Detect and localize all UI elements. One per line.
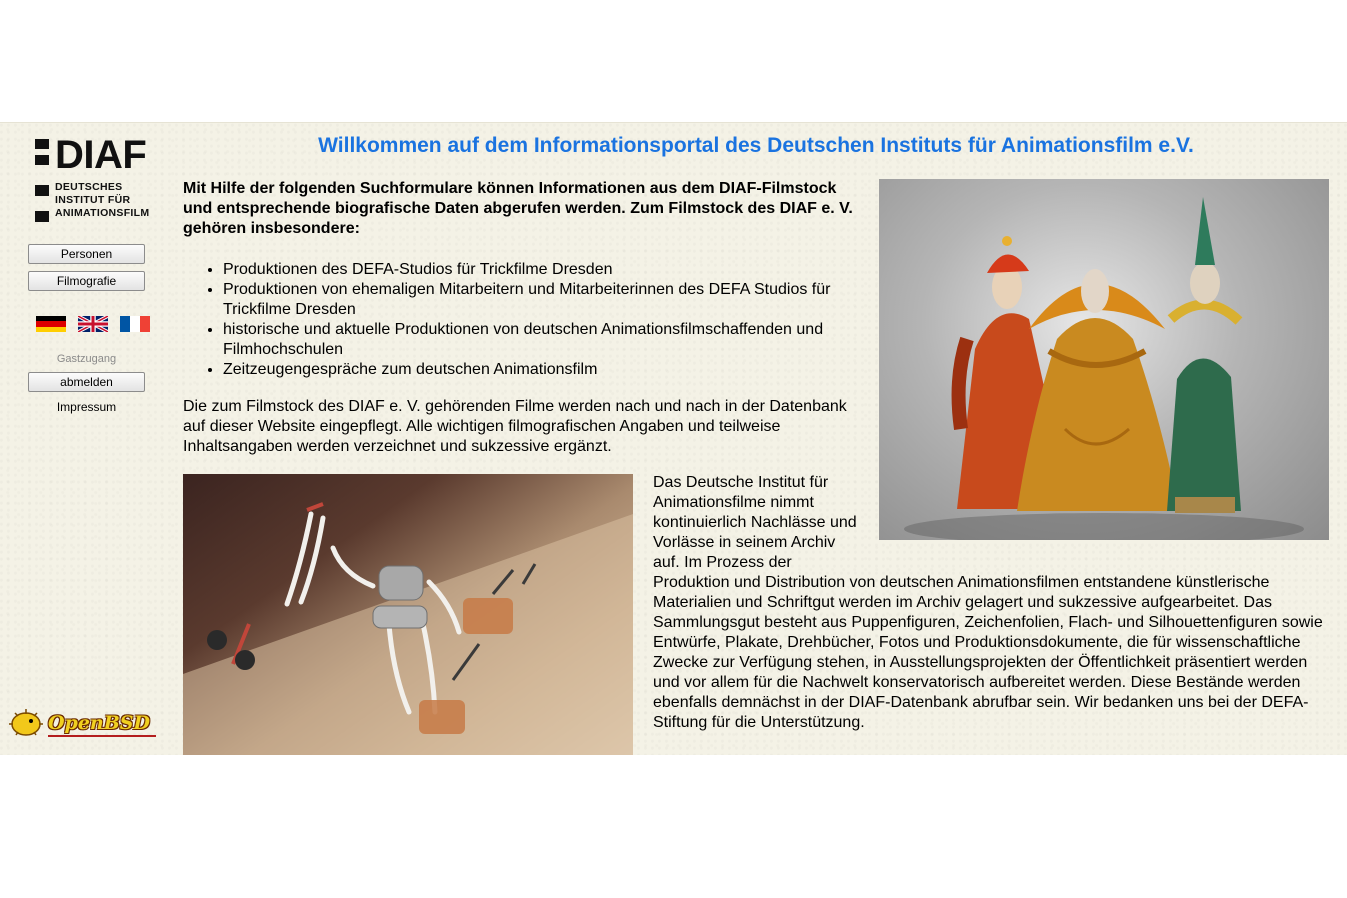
filmstock-list: [183, 260, 863, 380]
logo-bar: [35, 211, 49, 222]
list-item: • historische und aktuelle Produktionen von deutschen Animationsfilmschaffenden und Filmhochschulen: [223, 320, 863, 360]
database-paragraph: Die zum Filmstock des DIAF e. V. gehörenden Filme werden nach und nach in der Datenbank auf dieser Website eingepflegt. Alle wichtigen filmografischen Angaben und teilweise Inhaltsangaben werden verzeichnet und sukzessive ergänzt.: [183, 398, 847, 455]
list-item: • Zeitzeugengespräche zum deutschen Animationsfilm: [223, 360, 863, 380]
diaf-logo[interactable]: [35, 133, 157, 225]
uk-flag-icon[interactable]: [78, 316, 108, 332]
list-item: • Produktionen des DEFA-Studios für Trickfilme Dresden: [223, 260, 863, 280]
logo-bar: [35, 185, 49, 196]
openbsd-underline: [48, 735, 156, 737]
intro-text: Mit Hilfe der folgenden Suchformulare können Informationen aus dem DIAF-Filmstock und entsprechende biografische Daten abgerufen werden. Zum Filmstock des DIAF e. V. gehören insbesondere:: [183, 180, 853, 237]
page-band: [0, 122, 1347, 755]
archive-paragraph-intro: Das Deutsche Institut für Animationsfilme nimmt kontinuierlich Nachlässe und Vorlässe in seinem Archiv auf. Im Prozess der: [653, 474, 857, 571]
armature-photo: [183, 474, 633, 755]
openbsd-label: OpenBSD: [48, 712, 150, 734]
pufferfish-icon: [6, 705, 46, 741]
archive-paragraph: [653, 473, 1329, 733]
logo-title: DIAF: [55, 133, 147, 177]
impressum-link[interactable]: Impressum: [56, 400, 117, 414]
logout-button[interactable]: abmelden: [28, 372, 145, 392]
german-flag-icon[interactable]: [36, 316, 66, 332]
logo-subtitle: DEUTSCHES INSTITUT FÜR ANIMATIONSFILM: [55, 181, 150, 219]
guest-access-label: Gastzugang: [56, 353, 117, 365]
page-title: Willkommen auf dem Informationsportal des Deutschen Instituts für Animationsfilm e.V.: [318, 134, 1194, 157]
logo-bar: [35, 155, 49, 165]
filmografie-button[interactable]: Filmografie: [28, 271, 145, 291]
openbsd-logo[interactable]: [6, 705, 158, 741]
logo-bar: [35, 139, 49, 149]
list-item: • Produktionen von ehemaligen Mitarbeitern und Mitarbeiterinnen des DEFA Studios für Trickfilme Dresden: [223, 280, 863, 320]
personen-button[interactable]: Personen: [28, 244, 145, 264]
archive-paragraph-rest: Produktion und Distribution von deutschen Animationsfilmen entstandene künstlerische Materialien und Schriftgut werden im Archiv gelagert und sukzessive aufgearbeitet. Das Sammlungsgut besteht aus Puppenfiguren, Zeichenfolien, Flach- und Silhouettenfiguren sowie Entwürfe, Plakate, Drehbücher, Fotos und Produktionsdokumente, die für wissenschaftliche Zwecke zur Verfügung stehen, in Ausstellungsprojekten der Öffentlichkeit präsentiert werden und vor allem für die Nachwelt konservatorisch aufbereitet werden. Diese Bestände werden ebenfalls demnächst in der DIAF-Datenbank abrufbar sein. Wir bedanken uns bei der DEFA-Stiftung für die Unterstützung.: [653, 574, 1323, 731]
french-flag-icon[interactable]: [120, 316, 150, 332]
